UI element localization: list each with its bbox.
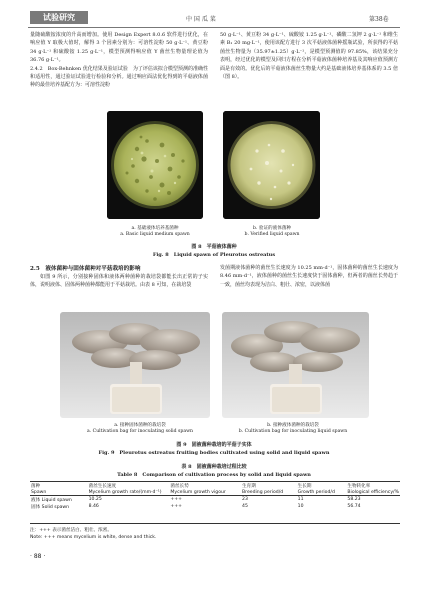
table-header-cell: Breeding period/d bbox=[242, 489, 284, 495]
figure9-label-b-zh: b. 接种液体菌种的栽培袋 bbox=[267, 423, 319, 428]
table-header-cell: Mycelium growth rate/(mm·d⁻¹) bbox=[88, 489, 162, 495]
page-number: · 88 · bbox=[30, 553, 46, 560]
paragraph: 2.4.2 Box-Behnken 优化结果及验证试验 为了评估该拟合模型预测的准确性和适用性，通过验证试验进行检验和分析。通过响应面法优化得到的平菇液体菌种的最佳培养基配方为：可溶性淀粉 bbox=[30, 65, 208, 89]
table-cell: +++ bbox=[170, 503, 182, 509]
table-cell: 10.25 bbox=[88, 496, 102, 502]
journal-name: 中 国 瓜 菜 bbox=[186, 16, 216, 23]
petri-dish-basic-image bbox=[107, 111, 203, 219]
table-cell: 56.74 bbox=[347, 503, 361, 509]
table-header-cell: 菌丝长势 bbox=[170, 483, 189, 489]
table-cell: 45 bbox=[242, 503, 248, 509]
header-rule bbox=[28, 27, 400, 28]
figure8-label-a bbox=[96, 226, 214, 238]
figure9-caption-zh: 图 9 固液菌种栽培的平菇子实体 bbox=[176, 442, 252, 448]
table-cell: +++ bbox=[170, 496, 182, 502]
figure8-label-b-zh: b. 验证的液体菌种 bbox=[252, 226, 292, 231]
table8-title-en: Table 8 Comparison of cultivation process by solid and liquid spawn bbox=[117, 472, 311, 478]
table-header-cell: 生物转化率 bbox=[347, 483, 371, 489]
right-column bbox=[220, 31, 398, 81]
figure9-label-a bbox=[70, 423, 210, 435]
figure9-label-a-zh: a. 接种固体菌种的栽培袋 bbox=[114, 423, 166, 428]
table-header-cell: Spawn bbox=[31, 489, 47, 495]
figure8-photo-b bbox=[223, 111, 320, 219]
comparison-table bbox=[30, 482, 400, 510]
left-column bbox=[30, 31, 208, 90]
volume-label: 第38卷 bbox=[369, 16, 389, 23]
table-cell: 10 bbox=[297, 503, 304, 509]
mushroom-solid-spawn-image bbox=[60, 312, 210, 418]
table-row bbox=[30, 496, 400, 504]
figure9-label-b-en: b. Cultivation bag for inoculating liquid spawn bbox=[238, 429, 348, 434]
table-cell: 23 bbox=[242, 496, 248, 502]
figure9-caption-en: Fig. 9 Pleurotus ostreatus fruiting bodies cultivated using solid and liquid spawn bbox=[98, 450, 330, 456]
table-header-cell: Biological efficiency/% bbox=[347, 489, 399, 495]
table-header-cell: Mycelium growth vigour bbox=[170, 489, 226, 495]
figure9-label-a-en: a. Cultivation bag for inoculating solid spawn bbox=[87, 429, 193, 434]
figure8-caption-zh: 图 8 平菇液体菌种 bbox=[191, 244, 237, 250]
figure8-label-b bbox=[214, 226, 330, 238]
table-cell: 58.23 bbox=[347, 496, 361, 502]
table-header-cell: 生育期 bbox=[242, 483, 256, 489]
figure9-photo-a bbox=[60, 312, 210, 418]
figure9-label-b bbox=[218, 423, 368, 435]
table8-notes bbox=[30, 527, 156, 541]
table-cell: 液体 Liquid spawn bbox=[31, 497, 72, 503]
table8-note-zh: 注：+++ 表示菌丝洁白、粗壮、浓密。 bbox=[30, 528, 112, 533]
petri-dish-verified-image bbox=[223, 111, 320, 219]
paragraph: 50 g·L⁻¹、黄豆粉 34 g·L⁻¹、硫酸铵 1.25 g·L⁻¹、磷酸二氢钾 2 g·L⁻¹ 和维生素 B₁ 20 mg·L⁻¹，使用该配方进行 3 次平菇液体菌种摇瓶试验，所获得的平菇菌丝生物量为（35.97±1.25）g·L⁻¹，是模型预测值的 97.85%，该结果充分表明，经过优化的模型及回归方程在分析平菇液体菌种培养基及其响应值预测方面是有效的。优化后的平菇液体菌丝生物量大约是基础液体培养基体系的 3.5 倍（图 8）。 bbox=[220, 32, 398, 81]
section25-right-text: 发菌期液体菌种的菌丝生长速度为 10.25 mm·d⁻¹，固体菌种的菌丝生长速度为 8.46 mm·d⁻¹，液体菌种的菌丝生长速度快于固体菌种，但两者的菌丝长势趋于一致，菌丝均表现为洁白、粗壮、浓密，以液体菌 bbox=[220, 265, 398, 288]
journal-section-tag: 试验研究 bbox=[30, 11, 88, 24]
figure9-photo-b bbox=[222, 312, 369, 418]
table-header-cell: Growth period/d bbox=[297, 489, 335, 495]
table8-title-zh: 表 8 固液菌种栽培过程比较 bbox=[181, 464, 247, 470]
table-bottom-rule bbox=[30, 523, 400, 524]
table-cell: 8.46 bbox=[88, 503, 99, 509]
table-cell: 固体 Solid spawn bbox=[31, 504, 70, 510]
paragraph: 量随硫酸铵浓度的升高而增加。使用 Design Expert 8.0.6 软件进行优化，在响应值 Y 取极大值时，解得 3 个因素分别为：可溶性淀粉 50 g·L⁻¹、黄豆粉 34 g·L⁻¹ 和硫酸铵 1.25 g·L⁻¹，模型预测得响应值 Y 菌丝生物量理论值为 36.76 g·L⁻¹。 bbox=[30, 32, 208, 64]
table-header-cell: 菌丝生长速度 bbox=[88, 483, 117, 489]
figure8-label-a-en: a. Basic liquid medium spawn bbox=[120, 232, 190, 237]
figure8-caption-en: Fig. 8 Liquid spawn of Pleurotus ostreatus bbox=[152, 252, 276, 258]
table8 bbox=[30, 482, 400, 510]
table-header-row-zh bbox=[30, 482, 400, 489]
mushroom-liquid-spawn-image bbox=[222, 312, 369, 418]
table8-note-en: Note: +++ means mycelium is white, dense and thick. bbox=[30, 535, 157, 540]
table-row bbox=[30, 503, 400, 510]
table-header-cell: 生长期 bbox=[297, 483, 312, 489]
section25-left-text: 如图 9 所示，分别接种固体和液体两种菌种的栽培袋都能长出正常的子实体，说明液体、固体两种菌种都能用于平菇栽培。由表 8 可知，在栽培袋 bbox=[30, 274, 208, 289]
figure8-label-a-zh: a. 基础液体培养基菌种 bbox=[131, 226, 179, 231]
table-header-cell: 菌种 bbox=[31, 483, 41, 489]
figure8-label-b-en: b. Verified liquid spawn bbox=[244, 232, 300, 237]
section-heading: 2.5 液体菌种与固体菌种对平菇栽培的影响 bbox=[30, 266, 141, 272]
table-cell: 11 bbox=[297, 496, 304, 502]
figure8-photo-a bbox=[107, 111, 203, 219]
